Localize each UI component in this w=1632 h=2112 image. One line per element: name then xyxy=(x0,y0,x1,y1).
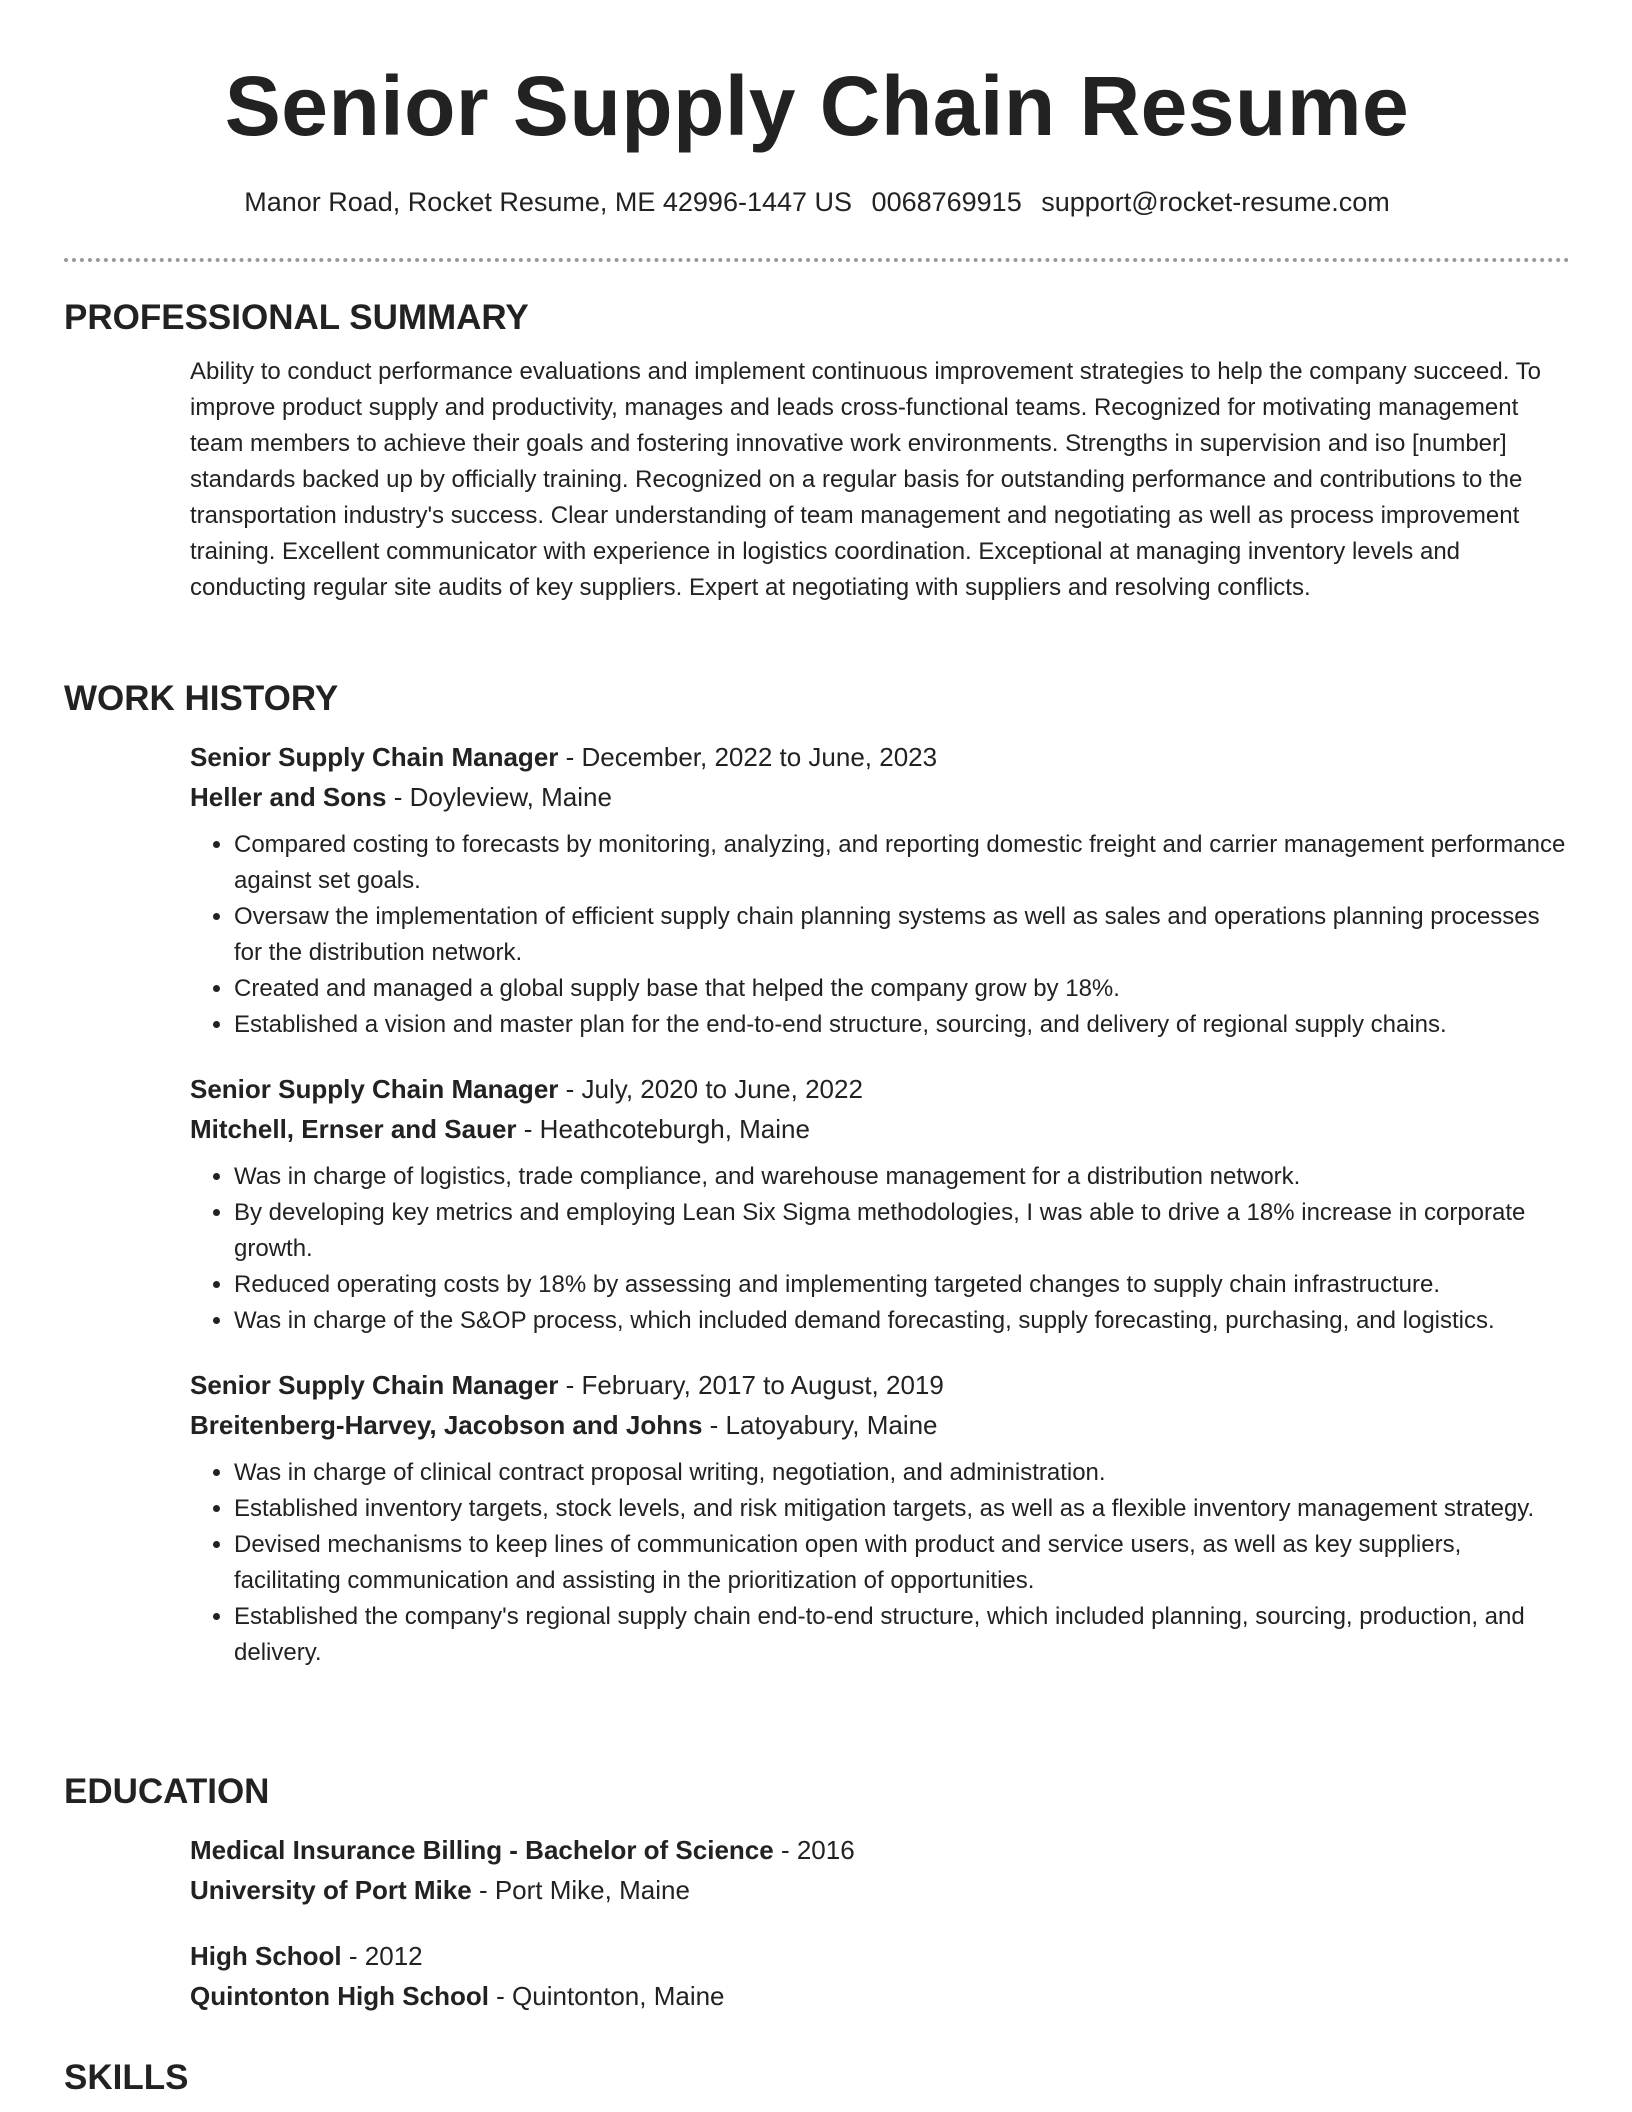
job-bullet: • Oversaw the implementation of efficient supply chain planning systems as well as sales and operations planning processes for the distribution network. xyxy=(234,899,1570,971)
job-bullets xyxy=(190,1455,1570,1671)
job-dates: - February, 2017 to August, 2019 xyxy=(558,1370,944,1400)
job-location: - Latoyabury, Maine xyxy=(702,1410,938,1440)
job-bullet: • Reduced operating costs by 18% by assessing and implementing targeted changes to supply chain infrastructure. xyxy=(234,1267,1570,1303)
job-entry xyxy=(190,1069,1570,1339)
summary-heading: PROFESSIONAL SUMMARY xyxy=(64,298,529,337)
work-history-heading: WORK HISTORY xyxy=(64,679,339,718)
degree-year: - 2016 xyxy=(773,1835,855,1865)
job-bullet: • By developing key metrics and employing Lean Six Sigma methodologies, I was able to drive a 18% increase in corporate growth. xyxy=(234,1195,1570,1267)
job-bullets xyxy=(190,827,1570,1043)
job-title-line xyxy=(190,1365,1570,1405)
school: Quintonton High School xyxy=(190,1981,489,2011)
job-bullet: • Established a vision and master plan for the end-to-end structure, sourcing, and delivery of regional supply chains. xyxy=(234,1007,1570,1043)
job-bullet: • Devised mechanisms to keep lines of communication open with product and service users, as well as key suppliers, facilitating communication and assisting in the prioritization of opportunities. xyxy=(234,1527,1570,1599)
job-title-line xyxy=(190,737,1570,777)
job-bullet: • Established inventory targets, stock levels, and risk mitigation targets, as well as a flexible inventory management strategy. xyxy=(234,1491,1570,1527)
skills-heading: SKILLS xyxy=(64,2058,189,2097)
resume-page xyxy=(64,0,1570,2097)
job-company: Heller and Sons xyxy=(190,782,387,812)
job-bullet: • Created and managed a global supply base that helped the company grow by 18%. xyxy=(234,971,1570,1007)
degree: High School xyxy=(190,1941,342,1971)
school-line xyxy=(190,1870,1570,1910)
school-line xyxy=(190,1976,1570,2016)
job-location: - Doyleview, Maine xyxy=(386,782,612,812)
school-location: - Port Mike, Maine xyxy=(471,1875,690,1905)
summary-section xyxy=(64,296,1570,606)
contact-line xyxy=(64,184,1570,220)
contact-phone: 0068769915 xyxy=(871,187,1022,217)
contact-email: support@rocket-resume.com xyxy=(1041,187,1390,217)
work-history-section xyxy=(64,677,1570,1697)
job-location: - Heathcoteburgh, Maine xyxy=(516,1114,810,1144)
degree: Medical Insurance Billing - Bachelor of Science xyxy=(190,1835,774,1865)
education-section xyxy=(64,1770,1570,2042)
job-dates: - December, 2022 to June, 2023 xyxy=(558,742,938,772)
job-bullet: • Was in charge of the S&OP process, which included demand forecasting, supply forecasting, purchasing, and logistics. xyxy=(234,1303,1570,1339)
job-company: Mitchell, Ernser and Sauer xyxy=(190,1114,517,1144)
education-heading: EDUCATION xyxy=(64,1772,270,1811)
school: University of Port Mike xyxy=(190,1875,472,1905)
job-title-line xyxy=(190,1069,1570,1109)
skills-section xyxy=(64,2056,1570,2100)
job-entry xyxy=(190,1365,1570,1671)
job-title: Senior Supply Chain Manager xyxy=(190,1074,559,1104)
resume-title: Senior Supply Chain Resume xyxy=(224,59,1410,153)
school-location: - Quintonton, Maine xyxy=(488,1981,725,2011)
job-dates: - July, 2020 to June, 2022 xyxy=(558,1074,863,1104)
header-divider xyxy=(64,258,1570,262)
degree-line xyxy=(190,1936,1570,1976)
job-title: Senior Supply Chain Manager xyxy=(190,1370,559,1400)
job-bullet: • Established the company's regional supply chain end-to-end structure, which included planning, sourcing, production, and delivery. xyxy=(234,1599,1570,1671)
degree-year: - 2012 xyxy=(341,1941,423,1971)
job-company-line xyxy=(190,1109,1570,1149)
job-bullet: • Was in charge of clinical contract proposal writing, negotiation, and administration. xyxy=(234,1455,1570,1491)
job-bullets xyxy=(190,1159,1570,1339)
job-title: Senior Supply Chain Manager xyxy=(190,742,559,772)
job-company-line xyxy=(190,1405,1570,1445)
summary-text: Ability to conduct performance evaluations and implement continuous improvement strategies to help the company succeed. To improve product supply and productivity, manages and leads cross-functional teams. Recognized for motivating management team members to achieve their goals and fostering innovative work environments. Strengths in supervision and iso [number] standards backed up by officially training. Recognized on a regular basis for outstanding performance and contributions to the transportation industry's success. Clear understanding of team management and negotiating as well as process improvement training. Excellent communicator with experience in logistics coordination. Exceptional at managing inventory levels and conducting regular site audits of key suppliers. Expert at negotiating with suppliers and resolving conflicts. xyxy=(190,358,1541,601)
job-company-line xyxy=(190,777,1570,817)
job-company: Breitenberg-Harvey, Jacobson and Johns xyxy=(190,1410,703,1440)
degree-line xyxy=(190,1830,1570,1870)
job-entry xyxy=(190,737,1570,1043)
education-entry xyxy=(190,1830,1570,1910)
job-bullet: • Compared costing to forecasts by monitoring, analyzing, and reporting domestic freight and carrier management performance against set goals. xyxy=(234,827,1570,899)
education-entry xyxy=(190,1936,1570,2016)
job-bullet: • Was in charge of logistics, trade compliance, and warehouse management for a distribution network. xyxy=(234,1159,1570,1195)
contact-address: Manor Road, Rocket Resume, ME 42996-1447 US xyxy=(244,187,853,217)
